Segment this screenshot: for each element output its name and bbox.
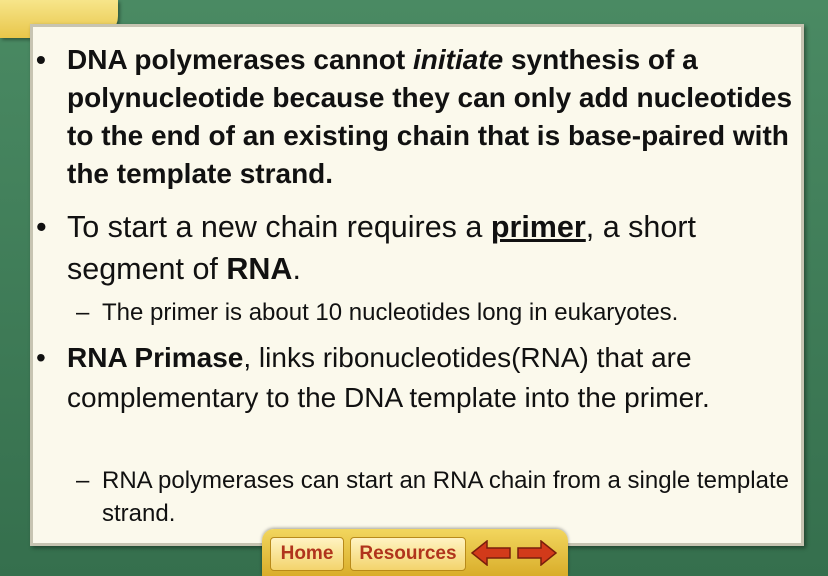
bullet-rna-primase: [36, 338, 806, 418]
bullet-primer: [36, 206, 806, 290]
subbullet-text: RNA polymerases can start an RNA chain from a single template strand.: [102, 467, 789, 527]
subbullet-rna-polymerases: [76, 464, 806, 530]
resources-button[interactable]: Resources: [350, 537, 466, 571]
subbullet-text: The primer is about 10 nucleotides long in eukaryotes.: [102, 299, 679, 326]
bullet-marker: •: [36, 342, 46, 373]
home-button[interactable]: Home: [270, 537, 344, 571]
bullet-text: DNA polymerases cannot initiate synthesis of a polynucleotide because they can only add nucleotides to the end of an existing chain that is base-paired with the template strand.: [67, 44, 793, 189]
term-rna-primase: RNA Primase: [67, 342, 244, 373]
bullet-marker: •: [36, 44, 46, 75]
navigation-bar: [262, 529, 568, 576]
term-rna: RNA: [226, 252, 293, 286]
bullet-dna-polymerases: [36, 41, 806, 193]
emphasis-initiate: initiate: [412, 44, 504, 75]
bullet-marker: •: [36, 210, 47, 244]
subbullet-marker: –: [76, 299, 90, 326]
bullet-text: RNA Primase, links ribonucleotides(RNA) that are complementary to the DNA template into the primer.: [67, 342, 710, 413]
right-arrow-icon[interactable]: [516, 537, 558, 569]
subbullet-primer-length: [76, 297, 806, 329]
left-arrow-icon[interactable]: [470, 537, 512, 569]
subbullet-marker: –: [76, 467, 90, 494]
term-primer: primer: [490, 210, 586, 244]
bullet-text: To start a new chain requires a primer, a short segment of RNA.: [67, 210, 696, 286]
